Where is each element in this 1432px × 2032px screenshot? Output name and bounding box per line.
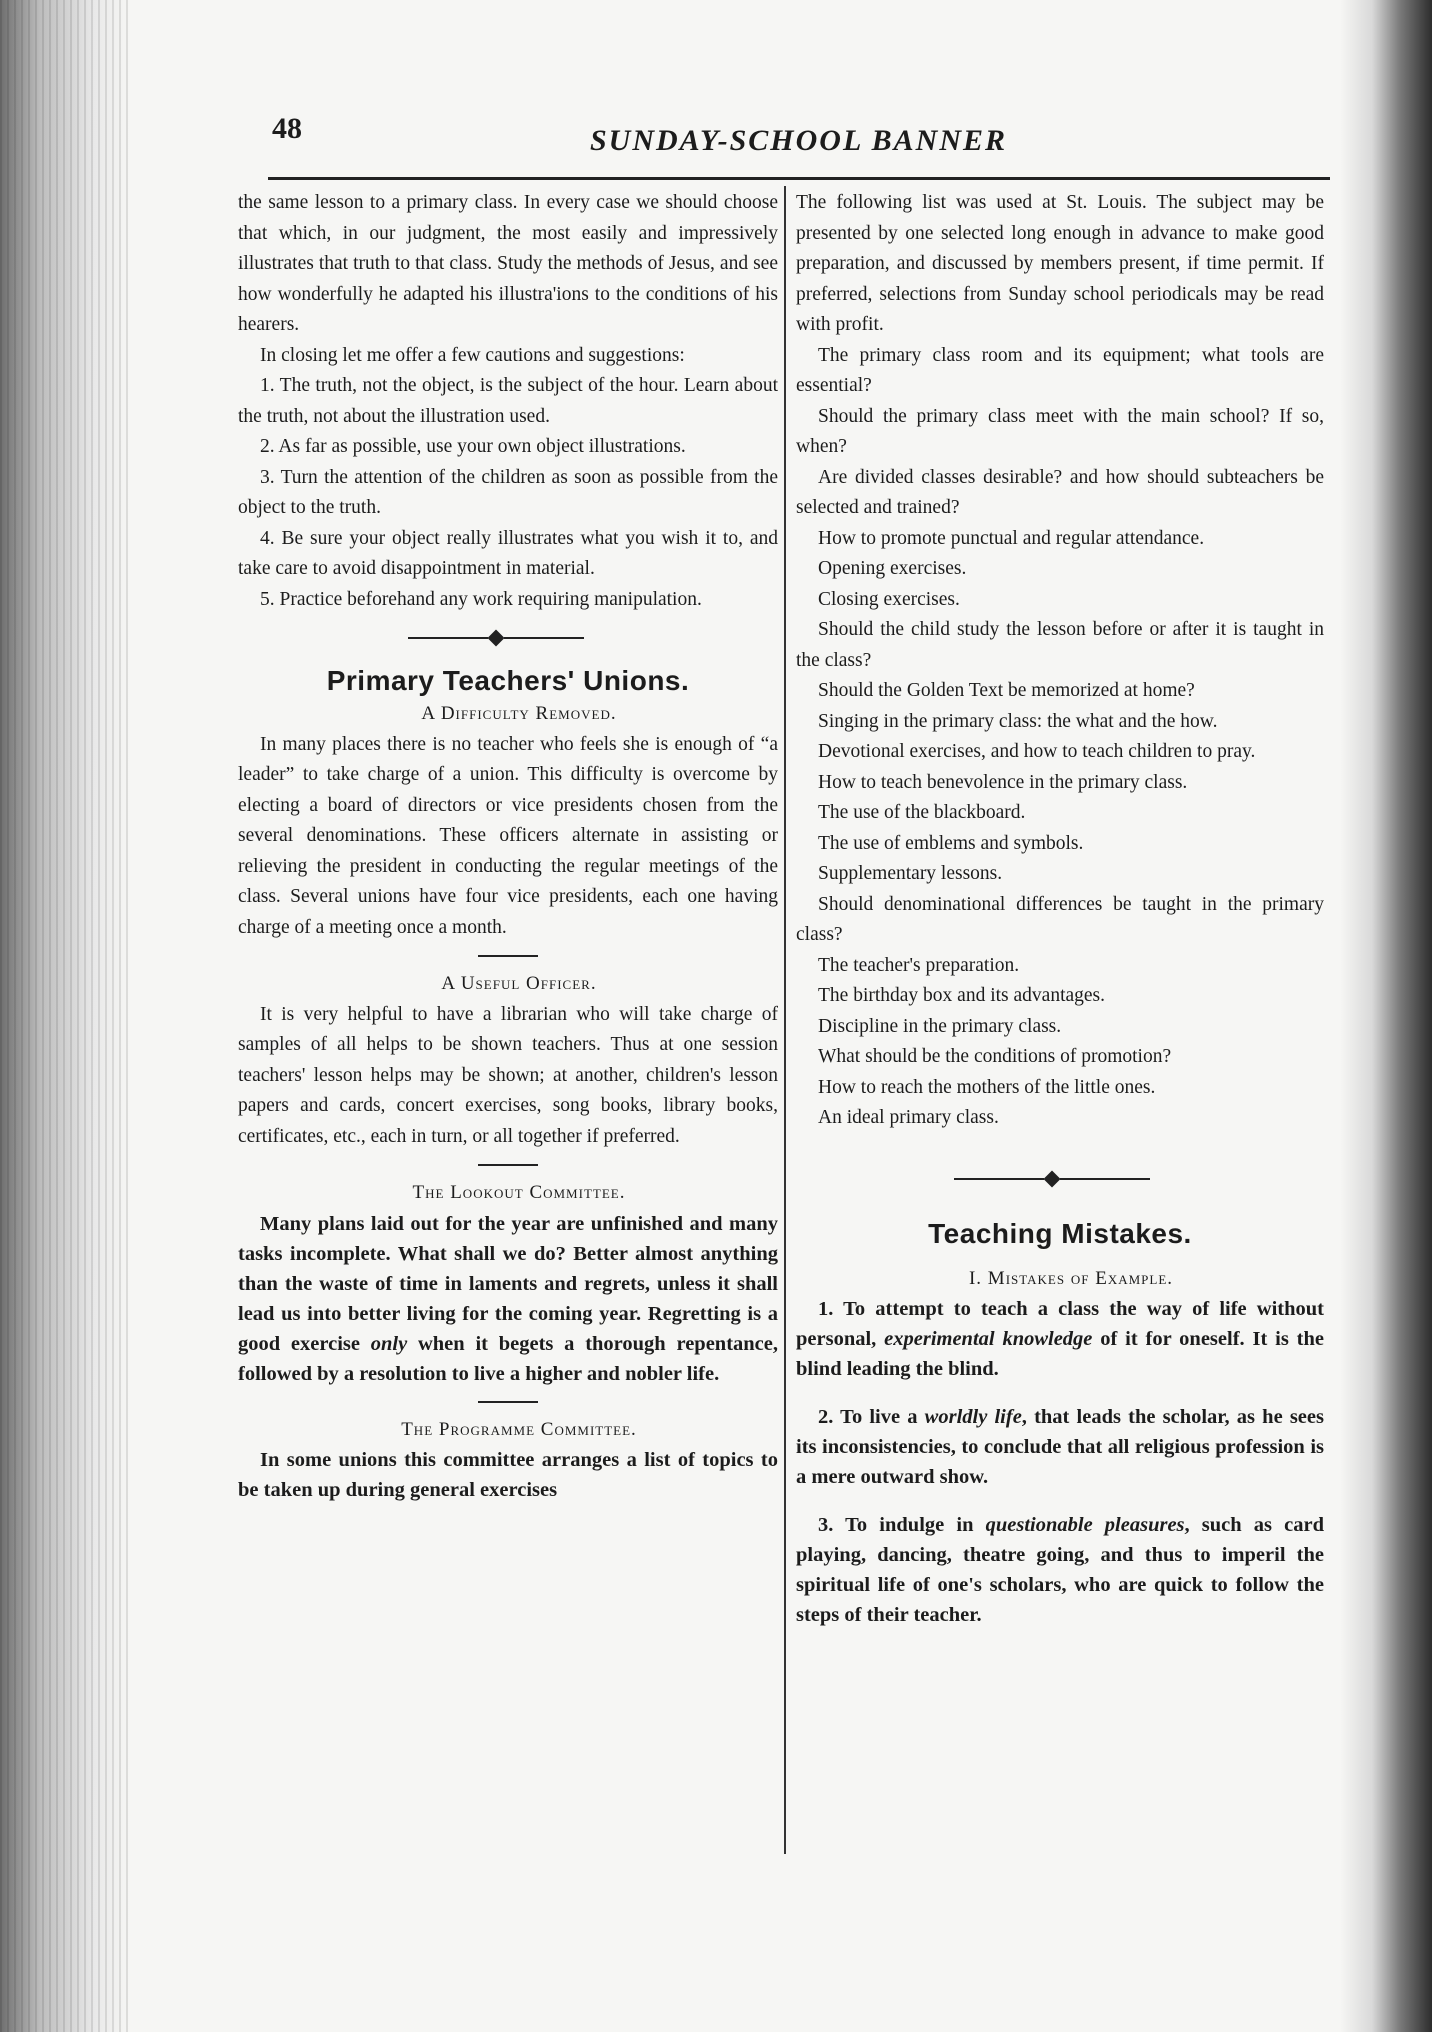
mistake-item: 3. To indulge in questionable pleasures, such as card playing, dancing, theatre going, and thus to imperil the spiritual life of one's scholars, who are quick to follow the steps of their teacher. bbox=[796, 1514, 1324, 1626]
column-divider bbox=[784, 186, 786, 1854]
header-rule bbox=[268, 177, 1330, 180]
subheading-lookout: The Lookout Committee. bbox=[412, 1182, 626, 1203]
topic-item: An ideal primary class. bbox=[818, 1107, 999, 1128]
useful-officer-paragraph: It is very helpful to have a librarian who will take charge of samples of all helps to be shown teachers. Thus at one session teachers' lesson helps may be shown; at another, children's lesson papers and cards, concert exercises, song books, library books, certificates, etc., each in turn, or all together if preferred. bbox=[238, 1003, 778, 1147]
caution-item: 5. Practice beforehand any work requiring manipulation. bbox=[260, 588, 702, 610]
mistake-item: 1. To attempt to teach a class the way of life without personal, experimental knowledge of it for oneself. It is the blind leading the blind. bbox=[796, 1298, 1324, 1380]
topic-item: Should the primary class meet with the main school? If so, when? bbox=[796, 405, 1324, 457]
topic-item: Opening exercises. bbox=[818, 558, 967, 579]
topic-item: How to promote punctual and regular attendance. bbox=[818, 527, 1205, 549]
subheading-difficulty: A Difficulty Removed. bbox=[421, 703, 617, 724]
short-divider bbox=[478, 955, 538, 957]
lookout-paragraph: Many plans laid out for the year are unfinished and many tasks incomplete. What shall we do? Better almost anything than the waste of time in laments and regrets, unless it shall lead us into better living for the coming year. Regretting is a good exercise only when it begets a thorough repentance, followed by a resolution to live a higher and nobler life. bbox=[238, 1212, 779, 1385]
topic-item: How to reach the mothers of the little ones. bbox=[818, 1076, 1156, 1098]
continued-paragraph: the same lesson to a primary class. In every case we should choose that which, in our judgment, the most easily and impressively illustrates that truth to that class. Study the methods of Jesus, and see how wonderfully he adapted his illustra'ions to the conditions of his hearers. bbox=[238, 192, 778, 335]
subheading-mistakes-example: I. Mistakes of Example. bbox=[968, 1267, 1174, 1289]
right-column bbox=[796, 188, 1324, 1630]
left-column bbox=[238, 188, 778, 1505]
topic-item: Devotional exercises, and how to teach children to pray. bbox=[818, 741, 1256, 762]
section-title-unions: Primary Teachers' Unions. bbox=[326, 665, 690, 696]
topic-list-intro: The following list was used at St. Louis. The subject may be presented by one selected long enough in advance to make good preparation, and discussed by members present, if time permit. If preferred, selections from Sunday school periodicals may be read with profit. bbox=[796, 192, 1324, 335]
short-divider bbox=[478, 1164, 538, 1166]
closing-intro: In closing let me offer a few cautions and suggestions: bbox=[260, 344, 685, 366]
mistake-item: 2. To live a worldly life, that leads the scholar, as he sees its inconsistencies, to conclude that all religious profession is a mere outward show. bbox=[796, 1406, 1324, 1488]
difficulty-paragraph: In many places there is no teacher who feels she is enough of “a leader” to take charge of a union. This difficulty is overcome by electing a board of directors or vice presidents chosen from the several denominations. These officers alternate in assisting or relieving the president in conducting the regular meetings of the class. Several unions have four vice presidents, each one having charge of a meeting once a month. bbox=[238, 733, 778, 938]
short-divider bbox=[478, 1401, 538, 1403]
book-page-edges bbox=[0, 0, 130, 2032]
topic-item: Should denominational differences be taught in the primary class? bbox=[796, 893, 1324, 945]
topic-item: The teacher's preparation. bbox=[818, 954, 1020, 976]
caution-item: 2. As far as possible, use your own object illustrations. bbox=[260, 436, 686, 457]
running-title: SUNDAY-SCHOOL BANNER bbox=[590, 124, 1008, 157]
topic-item: Supplementary lessons. bbox=[818, 863, 1003, 884]
topic-item: Singing in the primary class: the what and the how. bbox=[818, 710, 1218, 732]
section-ornament bbox=[796, 1164, 1324, 1194]
topic-item: Should the child study the lesson before or after it is taught in the class? bbox=[796, 619, 1324, 671]
caution-item: 3. Turn the attention of the children as soon as possible from the object to the truth. bbox=[238, 466, 778, 518]
caution-item: 4. Be sure your object really illustrates what you wish it to, and take care to avoid disappointment in material. bbox=[238, 527, 778, 579]
subheading-programme: The Programme Committee. bbox=[401, 1418, 637, 1440]
page-number: 48 bbox=[272, 112, 302, 145]
topic-item: Should the Golden Text be memorized at home? bbox=[818, 680, 1195, 701]
subheading-useful-officer: A Useful Officer. bbox=[441, 973, 597, 994]
section-title-mistakes: Teaching Mistakes. bbox=[928, 1217, 1192, 1249]
topic-item: Are divided classes desirable? and how should subteachers be selected and trained? bbox=[796, 466, 1324, 518]
topic-item: The birthday box and its advantages. bbox=[818, 985, 1106, 1006]
caution-item: 1. The truth, not the object, is the subject of the hour. Learn about the truth, not about the illustration used. bbox=[238, 375, 778, 427]
section-ornament bbox=[238, 623, 778, 653]
topic-item: Closing exercises. bbox=[818, 588, 960, 610]
topic-item: The primary class room and its equipment; what tools are essential? bbox=[796, 344, 1324, 396]
topic-item: What should be the conditions of promotion? bbox=[818, 1046, 1172, 1067]
topic-item: How to teach benevolence in the primary class. bbox=[818, 771, 1188, 793]
topic-item: The use of the blackboard. bbox=[818, 802, 1026, 823]
topic-item: Discipline in the primary class. bbox=[818, 1015, 1062, 1037]
topic-item: The use of emblems and symbols. bbox=[818, 832, 1084, 854]
programme-paragraph: In some unions this committee arranges a list of topics to be taken up during general exercises bbox=[238, 1449, 778, 1501]
